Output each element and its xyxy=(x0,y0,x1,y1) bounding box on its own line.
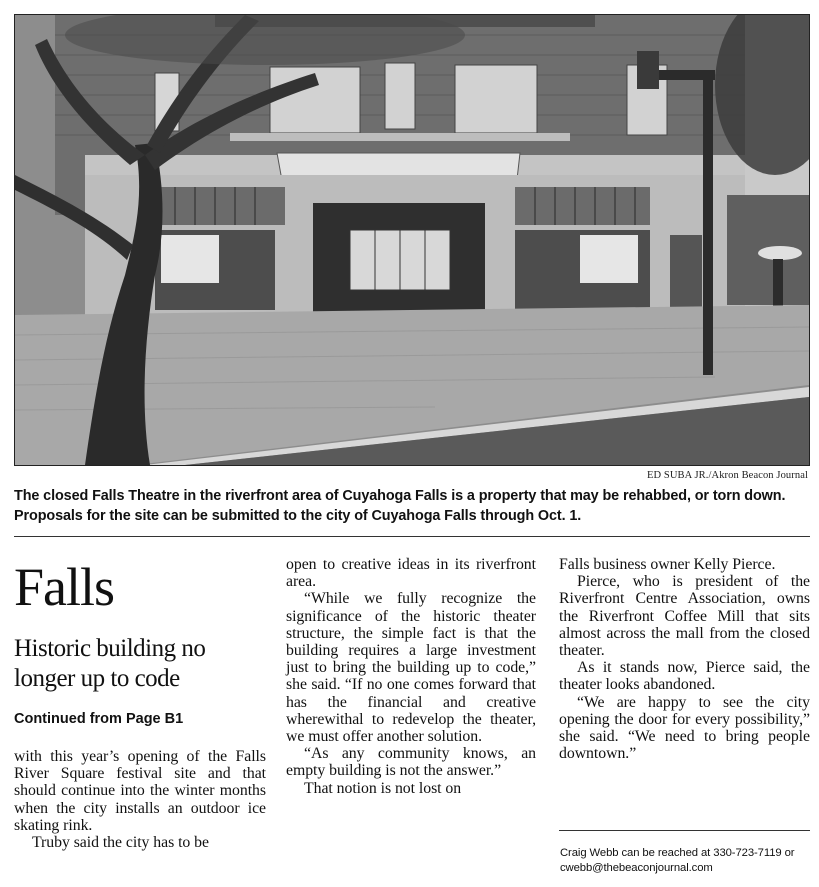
deck-headline: Historic building no longer up to code xyxy=(14,635,206,692)
theater-photo xyxy=(14,14,810,466)
col2-paragraph: “While we fully recognize the significance of the historic theater structure, the simple fact is that the building requires a large investment just to bring the building up to code,” she said. “If no one comes forward that has the financial and creative wherewithal to redevelop the theater, we must offer another solution. xyxy=(286,590,536,746)
col1-paragraph: with this year’s opening of the Falls River Square festival site and that should continue into the winter months when the city installs an outdoor ice skating rink. xyxy=(14,748,266,834)
photo-caption: The closed Falls Theatre in the riverfront area of Cuyahoga Falls is a property that may be rehabbed, or torn down. Proposals for the site can be submitted to the city of Cuyahoga Falls through Oct. 1. xyxy=(14,488,786,524)
col1-paragraph: Truby said the city has to be xyxy=(32,834,209,852)
col3-paragraph: Pierce, who is president of the Riverfront Centre Association, owns the Riverfront Coffee Mill that sits almost across the mall from the closed theater. xyxy=(559,573,810,660)
col2-paragraph: “As any community knows, an empty building is not the answer.” xyxy=(286,745,536,780)
col3-paragraph: As it stands now, Pierce said, the theater looks abandoned. xyxy=(559,659,810,694)
signature-divider xyxy=(559,830,810,831)
headline: Falls xyxy=(14,557,115,617)
col2-paragraph: That notion is not lost on xyxy=(304,779,462,797)
continued-from-label: Continued from Page B1 xyxy=(14,711,184,727)
photo-credit: ED SUBA JR./Akron Beacon Journal xyxy=(647,470,808,481)
col2-paragraph: open to creative ideas in its riverfront area. xyxy=(286,556,536,591)
col3-paragraph: Falls business owner Kelly Pierce. xyxy=(559,556,776,573)
article-column-3 xyxy=(559,556,810,762)
caption-divider xyxy=(14,536,810,537)
author-contact: Craig Webb can be reached at 330-723-7119 or cwebb@thebeaconjournal.com xyxy=(560,847,795,874)
theater-photo-illustration xyxy=(15,15,809,465)
article-column-2 xyxy=(286,556,536,797)
col3-paragraph: “We are happy to see the city opening the door for every possibility,” she said. “We need to bring people downtown.” xyxy=(559,693,810,763)
